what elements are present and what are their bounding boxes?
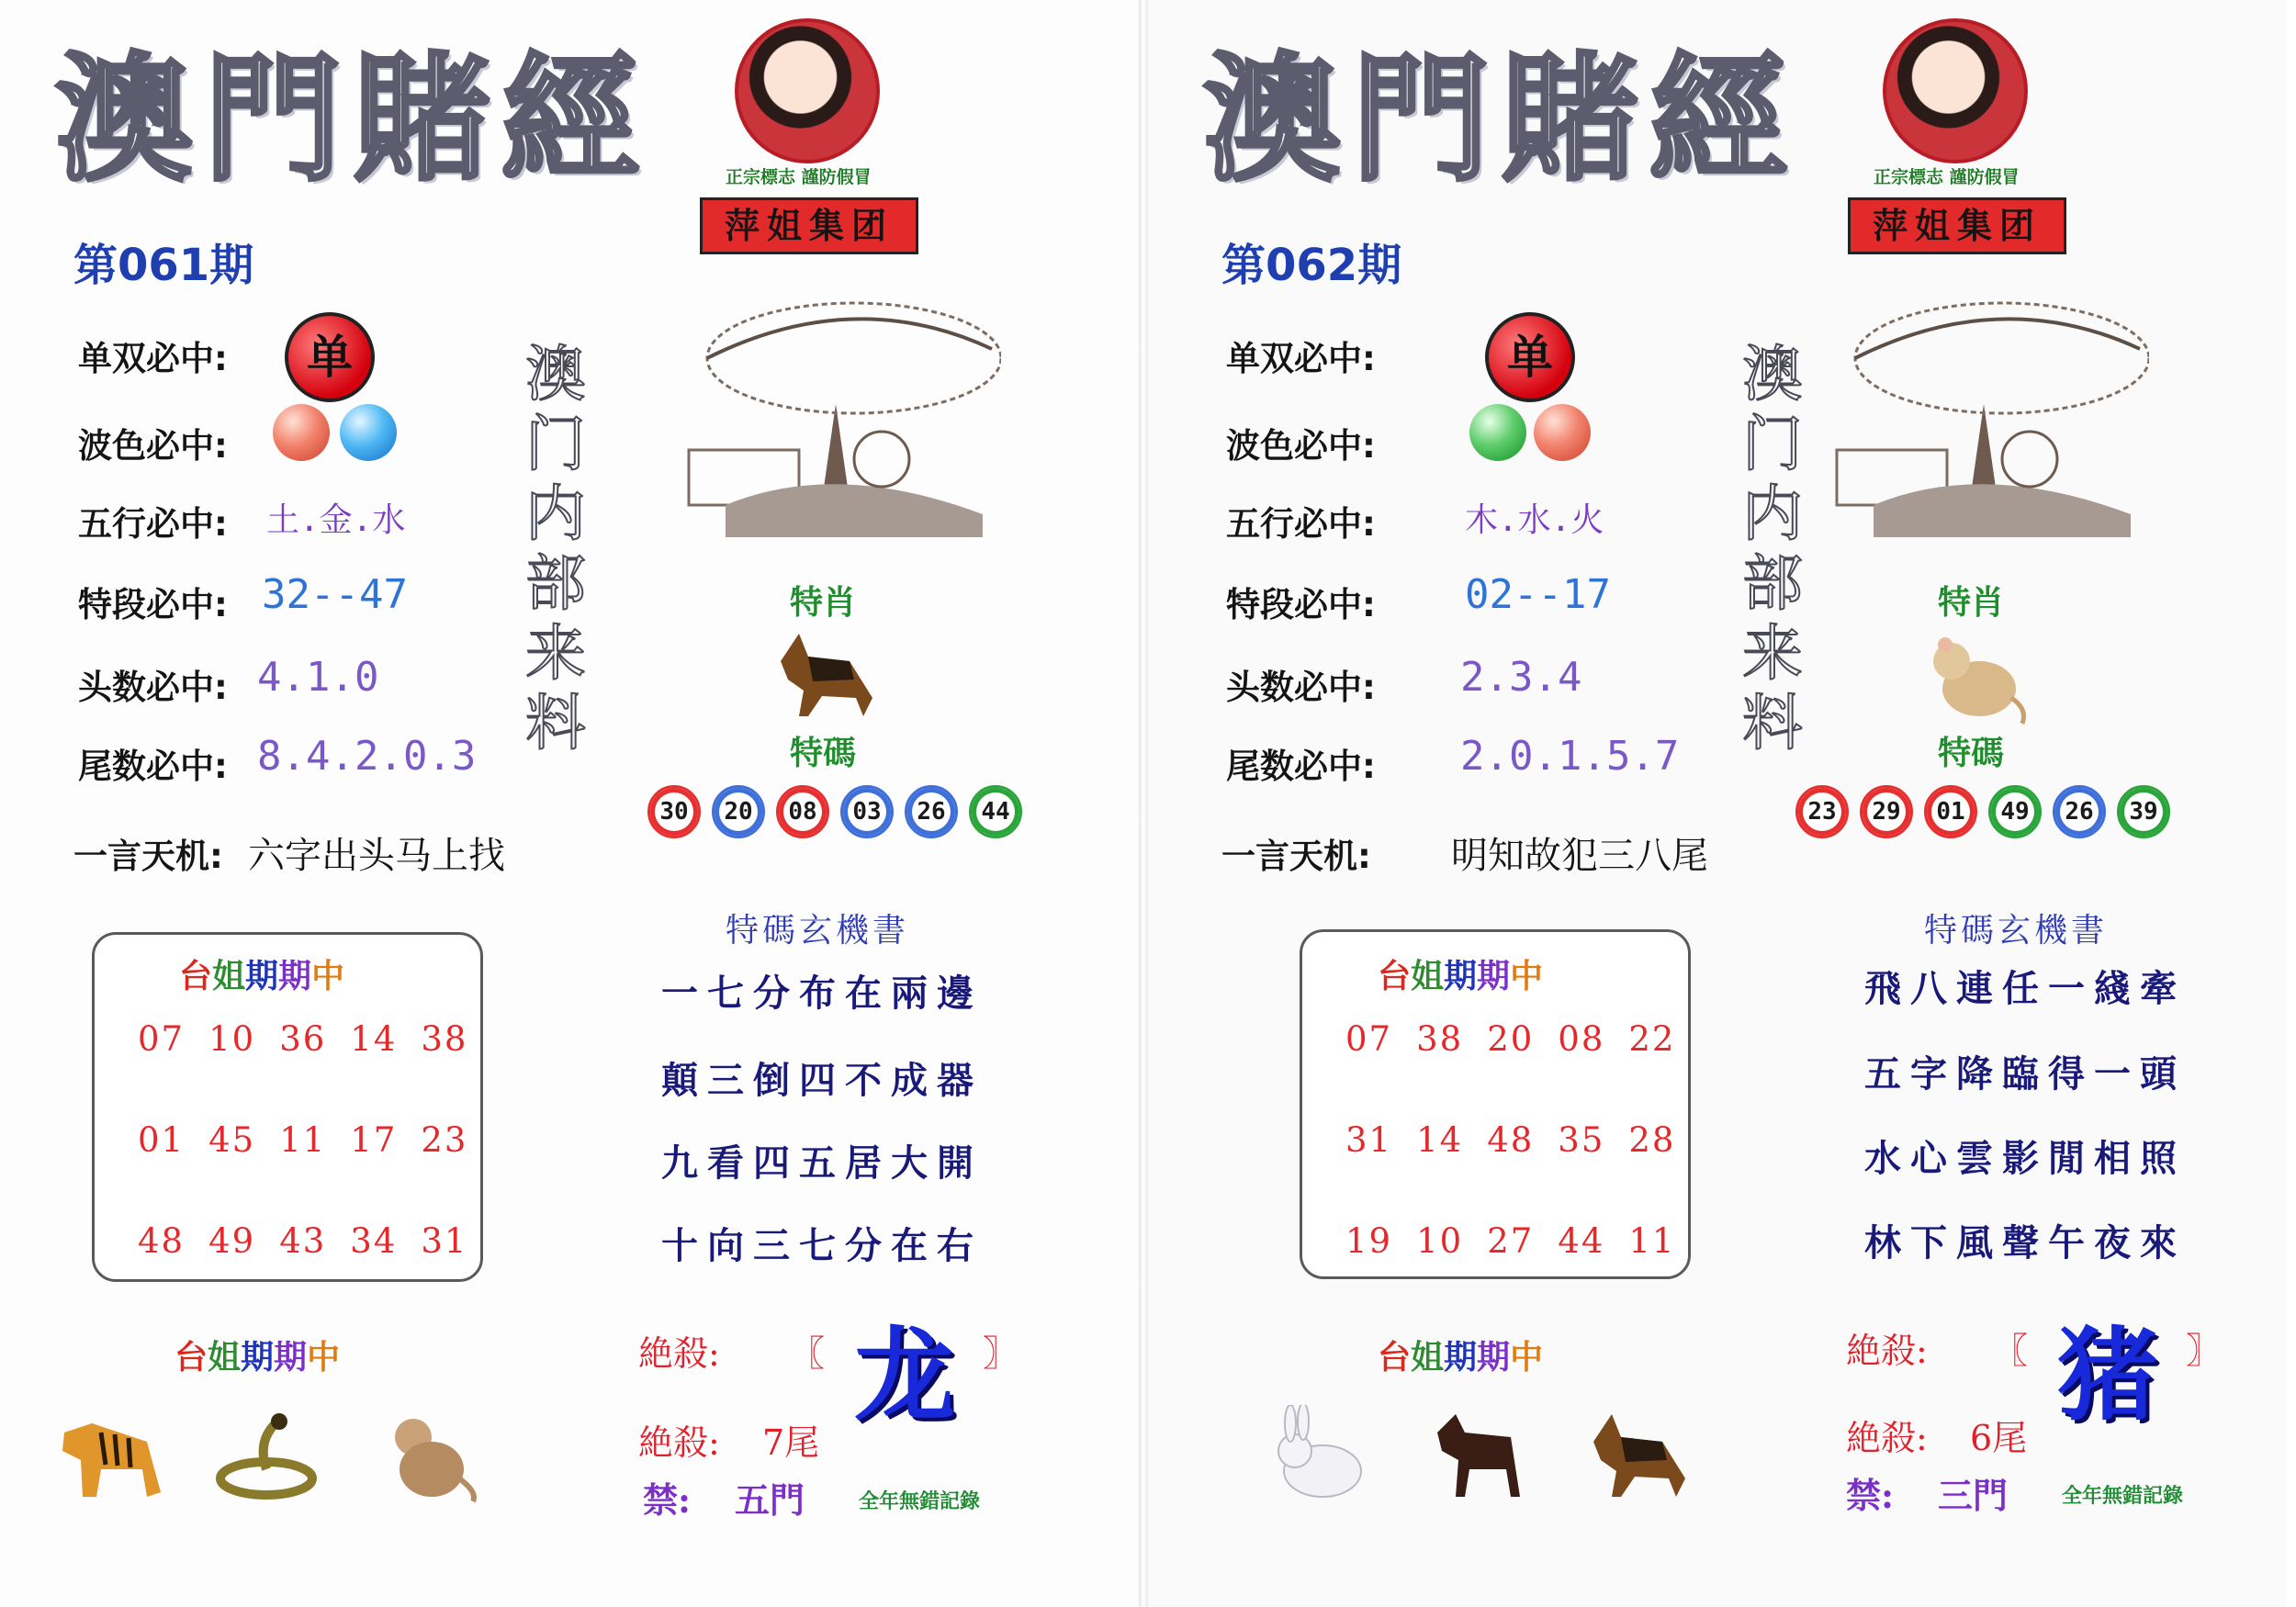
- tails-value: 8.4.2.0.3: [257, 733, 477, 780]
- grid-number: 34: [350, 1221, 398, 1261]
- grid-number: 49: [208, 1221, 256, 1261]
- record-note: 全年無錯記錄: [859, 1490, 981, 1513]
- grid-number: 31: [1345, 1120, 1393, 1160]
- proverb-value: 六字出头马上找: [248, 835, 505, 877]
- page-title: 澳門賭經: [1203, 39, 1799, 200]
- grid-number: 48: [1487, 1120, 1535, 1160]
- kill-label: 絶殺:: [1846, 1331, 1928, 1371]
- grid-number: 17: [350, 1120, 398, 1160]
- brand-stamp: 萍姐集团: [1848, 197, 2066, 254]
- special-number-balls: [647, 785, 1038, 840]
- tails-label: 尾数必中:: [1226, 747, 1376, 786]
- grid-number: 44: [1558, 1221, 1605, 1261]
- segment-value: 32--47: [262, 571, 408, 618]
- red-ball-icon: [273, 404, 330, 461]
- grid-number: 45: [208, 1120, 256, 1160]
- rabbit-icon: [1263, 1405, 1373, 1506]
- issue-number: 第062期: [1221, 240, 1402, 291]
- proverb-label: 一言天机:: [1221, 837, 1371, 876]
- special-number-ball: 03: [840, 785, 894, 838]
- bottom-title: 台姐期期中: [174, 1339, 341, 1377]
- dog-icon: [771, 624, 882, 725]
- grid-number: 38: [1416, 1019, 1464, 1059]
- grid-number: 07: [1345, 1019, 1393, 1059]
- kill-tail-value: 6尾: [1970, 1418, 2028, 1458]
- special-number-ball: 30: [647, 785, 701, 838]
- kill-label: 絶殺:: [638, 1333, 720, 1374]
- tree-illustration-icon: [670, 294, 1001, 542]
- poem-line: 顛三倒四不成器: [661, 1059, 983, 1102]
- grid-number: 19: [1345, 1221, 1393, 1261]
- segment-value: 02--17: [1465, 571, 1611, 618]
- poem-line: 水心雲影閒相照: [1864, 1137, 2186, 1180]
- segment-label: 特段必中:: [1226, 585, 1376, 624]
- horse-icon: [1424, 1405, 1534, 1506]
- grid-number: 31: [421, 1221, 468, 1261]
- kill-tail-label: 絶殺:: [1846, 1418, 1928, 1458]
- grid-number: 22: [1628, 1019, 1676, 1059]
- tails-value: 2.0.1.5.7: [1460, 733, 1680, 780]
- grid-number: 27: [1487, 1221, 1535, 1261]
- blue-ball-icon: [340, 404, 397, 461]
- forbid-label: 禁:: [1846, 1475, 1895, 1516]
- grid-number: 01: [138, 1120, 186, 1160]
- grid-number: 48: [138, 1221, 186, 1261]
- grid-row: [1345, 1019, 1699, 1059]
- wave-label: 波色必中:: [1226, 426, 1376, 466]
- poem-line: 十向三七分在右: [661, 1224, 983, 1267]
- special-zodiac-label: 特肖: [790, 583, 857, 622]
- grid-row: [138, 1221, 491, 1261]
- logo-caption: 正宗標志 謹防假冒: [1874, 167, 2020, 187]
- odd-even-label: 单双必中:: [1226, 339, 1376, 378]
- special-number-ball: 01: [1924, 785, 1977, 838]
- odd-even-value: 单: [1485, 312, 1575, 402]
- special-number-ball: 20: [712, 785, 765, 838]
- special-number-ball: 39: [2117, 785, 2170, 838]
- tiger-icon: [55, 1405, 165, 1506]
- grid-row: [1345, 1221, 1699, 1261]
- tails-label: 尾数必中:: [78, 747, 228, 786]
- record-note: 全年無錯記錄: [2062, 1485, 2184, 1508]
- mouse-icon: [1919, 624, 2030, 725]
- grid-number: 10: [208, 1019, 256, 1059]
- special-number-ball: 49: [1988, 785, 2042, 838]
- grid-number: 08: [1558, 1019, 1605, 1059]
- elements-label: 五行必中:: [1226, 504, 1376, 544]
- portrait-logo-icon: [735, 18, 880, 163]
- poem-line: 林下風聲午夜來: [1864, 1221, 2186, 1264]
- book-title: 特碼玄機書: [726, 912, 910, 950]
- logo-caption: 正宗標志 謹防假冒: [726, 167, 872, 187]
- page-title: 澳門賭經: [55, 39, 651, 200]
- portrait-logo-icon: [1883, 18, 2028, 163]
- wave-label: 波色必中:: [78, 426, 228, 466]
- grid-number: 28: [1628, 1120, 1676, 1160]
- monkey-icon: [372, 1405, 482, 1506]
- grid-number: 14: [350, 1019, 398, 1059]
- grid-number: 10: [1416, 1221, 1464, 1261]
- kill-animal: 猪: [2057, 1317, 2158, 1434]
- segment-label: 特段必中:: [78, 585, 228, 624]
- heads-value: 2.3.4: [1460, 654, 1582, 701]
- poem-line: 飛八連任一綫牽: [1864, 967, 2186, 1010]
- kill-tail-label: 絶殺:: [638, 1422, 720, 1463]
- forbid-label: 禁:: [643, 1479, 692, 1521]
- poem-line: 五字降臨得一頭: [1864, 1052, 2186, 1096]
- kill-tail-value: 7尾: [762, 1422, 820, 1463]
- heads-value: 4.1.0: [257, 654, 379, 701]
- special-number-ball: 29: [1860, 785, 1913, 838]
- proverb-value: 明知故犯三八尾: [1451, 835, 1708, 877]
- grid-number: 07: [138, 1019, 186, 1059]
- box-title: 台姐期期中: [179, 958, 345, 995]
- special-zodiac-label: 特肖: [1938, 583, 2005, 622]
- poem-line: 九看四五居大開: [661, 1141, 983, 1185]
- bracket-open: 〖: [790, 1333, 826, 1374]
- vertical-slogan: 澳门内部来料: [525, 339, 586, 759]
- grid-number: 14: [1416, 1120, 1464, 1160]
- box-title: 台姐期期中: [1378, 958, 1544, 995]
- red-ball-icon: [1534, 404, 1591, 461]
- grid-number: 11: [279, 1120, 327, 1160]
- bottom-title: 台姐期期中: [1378, 1339, 1544, 1377]
- forbid-value: 五門: [735, 1479, 805, 1521]
- page-fold: [1139, 0, 1148, 1607]
- grid-row: [138, 1019, 491, 1059]
- vertical-slogan: 澳门内部来料: [1742, 339, 1803, 759]
- grid-number: 38: [421, 1019, 468, 1059]
- grid-row: [1345, 1120, 1699, 1160]
- special-number-ball: 44: [969, 785, 1022, 838]
- special-number-ball: 26: [2053, 785, 2106, 838]
- brand-stamp: 萍姐集团: [700, 197, 918, 254]
- special-code-label: 特碼: [1938, 734, 2005, 772]
- special-number-ball: 26: [905, 785, 958, 838]
- bracket-close: 〗: [2186, 1331, 2222, 1371]
- grid-number: 35: [1558, 1120, 1605, 1160]
- elements-value: 土.金.水: [266, 501, 406, 539]
- kill-animal: 龙: [854, 1317, 955, 1434]
- special-number-balls: [1795, 785, 2186, 840]
- heads-label: 头数必中:: [1226, 668, 1376, 707]
- forbid-value: 三門: [1938, 1475, 2009, 1516]
- odd-even-label: 单双必中:: [78, 339, 228, 378]
- proverb-label: 一言天机:: [73, 837, 223, 876]
- left-page: [0, 0, 1139, 1607]
- elements-value: 木.水.火: [1465, 501, 1604, 539]
- book-title: 特碼玄機書: [1924, 912, 2109, 950]
- special-number-ball: 08: [776, 785, 829, 838]
- grid-number: 43: [279, 1221, 327, 1261]
- heads-label: 头数必中:: [78, 668, 228, 707]
- odd-even-value: 单: [285, 312, 375, 402]
- grid-row: [138, 1120, 491, 1160]
- grid-number: 36: [279, 1019, 327, 1059]
- bracket-close: 〗: [983, 1333, 1019, 1374]
- right-page: [1148, 0, 2287, 1607]
- issue-number: 第061期: [73, 240, 254, 291]
- grid-number: 23: [421, 1120, 468, 1160]
- grid-number: 20: [1487, 1019, 1535, 1059]
- tree-illustration-icon: [1818, 294, 2149, 542]
- dog-icon: [1584, 1405, 1694, 1506]
- special-number-ball: 23: [1795, 785, 1849, 838]
- snake-icon: [211, 1405, 321, 1506]
- poem-line: 一七分布在兩邊: [661, 972, 983, 1015]
- green-ball-icon: [1469, 404, 1526, 461]
- bracket-open: 〖: [1993, 1331, 2029, 1371]
- grid-number: 11: [1628, 1221, 1676, 1261]
- elements-label: 五行必中:: [78, 504, 228, 544]
- special-code-label: 特碼: [790, 734, 857, 772]
